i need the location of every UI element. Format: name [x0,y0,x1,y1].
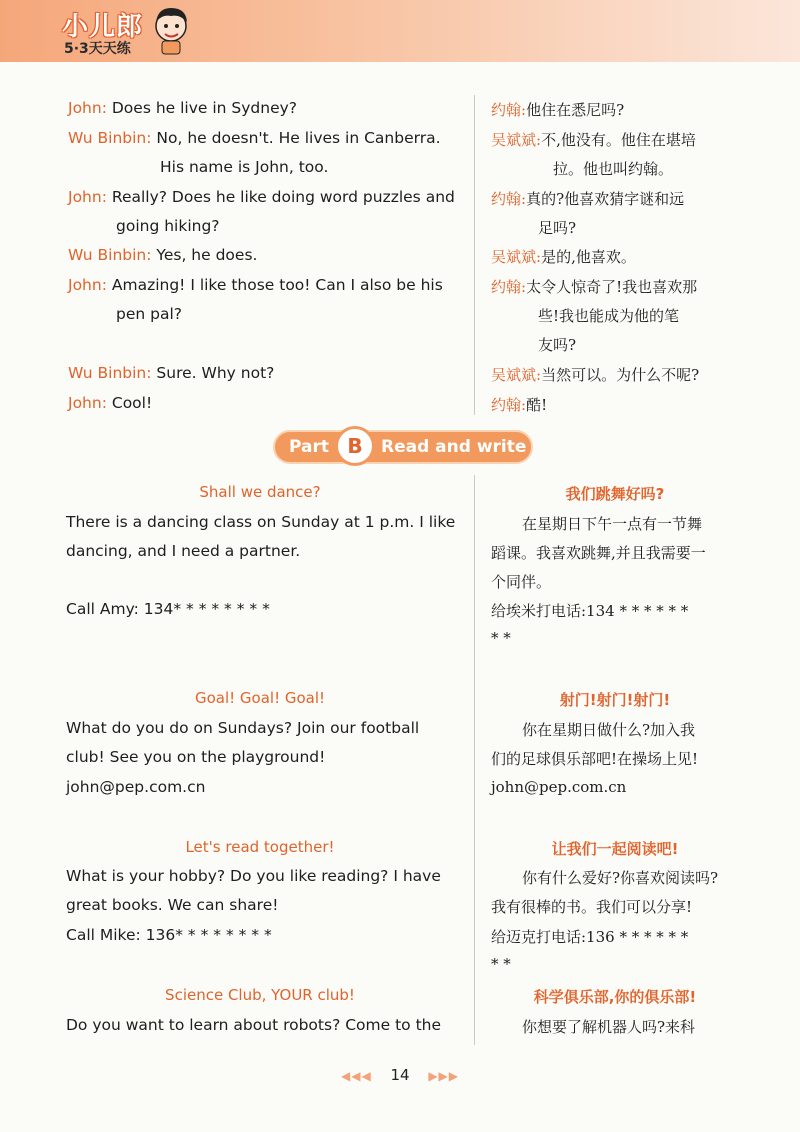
page-number: 14 [390,1066,410,1084]
ad-line-cn: * * [491,629,511,647]
dialogue-line-cont: pen pal? [116,305,182,323]
dialogue-line: Wu Binbin: No, he doesn't. He lives in Canberra. [68,129,441,147]
mascot-boy-icon [148,4,194,56]
dialogue-cn-line: 约翰:真的?他喜欢猜字谜和远 [491,190,685,208]
part-label: Part [289,437,329,457]
ad-line-cn: 你在星期日做什么?加入我 [522,721,696,739]
dialogue-cn-line-cont: 些!我也能成为他的笔 [538,307,680,325]
dialogue-line: Wu Binbin: Yes, he does. [68,246,258,264]
ad-line-cn: 蹈课。我喜欢跳舞,并且我需要一 [491,544,706,562]
dialogue-cn-line-cont: 足吗? [538,219,577,237]
ad-line: Do you want to learn about robots? Come to the [66,1016,442,1034]
part-letter-badge: B [335,426,375,466]
ad-line-cn: 我有很棒的书。我们可以分享! [491,898,693,916]
ad-line: Call Mike: 136* * * * * * * * [66,926,272,944]
ad-line: dancing, and I need a partner. [66,542,301,560]
dialogue-line-cont: going hiking? [116,217,220,235]
ad-line-cn: 你有什么爱好?你喜欢阅读吗? [522,869,719,887]
ad-line: Call Amy: 134* * * * * * * * [66,600,270,618]
dialogue-line: Wu Binbin: Sure. Why not? [68,364,275,382]
page-footer [0,1066,800,1084]
dialogue-cn-line: 约翰:太令人惊奇了!我也喜欢那 [491,278,698,296]
brand-logo: 小儿郎 [62,12,144,42]
ad-title-cn: 让我们一起阅读吧! [551,840,679,858]
ad-title-cn: 科学俱乐部,你的俱乐部! [533,988,697,1006]
column-divider-bottom [474,475,475,1045]
column-divider-top [474,95,475,415]
ad-line-cn: 在星期日下午一点有一节舞 [522,515,703,533]
ad-line: What do you do on Sundays? Join our football [66,719,420,737]
ad-line-cn: 你想要了解机器人吗?来科 [522,1018,696,1036]
ad-title: Shall we dance? [199,483,321,501]
dialogue-line: John: Really? Does he like doing word puzzles and [68,188,455,206]
dialogue-cn-line: 吴斌斌:当然可以。为什么不呢? [491,366,700,384]
ad-line: club! See you on the playground! [66,748,326,766]
dialogue-cn-line-cont: 友吗? [538,336,577,354]
ad-line: great books. We can share! [66,896,279,914]
ad-line-cn: * * [491,955,511,973]
ad-title-cn: 射门!射门!射门! [559,691,671,709]
part-title: Read and write [381,437,527,457]
dialogue-cn-line: 吴斌斌:不,他没有。他住在堪培 [491,131,696,149]
dialogue-line: John: Does he live in Sydney? [68,99,298,117]
ad-line: What is your hobby? Do you like reading? I have [66,867,441,885]
dialogue-line: John: Amazing! I like those too! Can I also be his [68,276,443,294]
ad-email-cn: john@pep.com.cn [491,778,627,796]
prev-arrows-icon: ◀◀◀ [340,1069,372,1083]
ad-line: There is a dancing class on Sunday at 1 p.m. I like [66,513,456,531]
dialogue-cn-line: 约翰:他住在悉尼吗? [491,101,625,119]
next-arrows-icon: ▶▶▶ [428,1069,460,1083]
ad-line-cn: 们的足球俱乐部吧!在操场上见! [491,750,699,768]
part-b-banner [273,430,533,464]
dialogue-cn-line: 约翰:酷! [491,396,548,414]
ad-email: john@pep.com.cn [66,778,206,796]
ad-line-cn: 个同伴。 [491,573,552,591]
dialogue-line-cont: His name is John, too. [160,158,329,176]
ad-line-cn: 给埃米打电话:134 * * * * * * [491,602,689,620]
ad-line-cn: 给迈克打电话:136 * * * * * * [491,928,689,946]
ad-title: Goal! Goal! Goal! [194,689,326,707]
ad-title: Science Club, YOUR club! [165,986,355,1004]
ad-title-cn: 我们跳舞好吗? [565,485,665,503]
dialogue-cn-line: 吴斌斌:是的,他喜欢。 [491,248,636,266]
dialogue-line: John: Cool! [68,394,153,412]
brand-subtitle: 5·3天天练 [64,41,131,57]
ad-title: Let's read together! [185,838,335,856]
dialogue-cn-line-cont: 拉。他也叫约翰。 [553,160,674,178]
